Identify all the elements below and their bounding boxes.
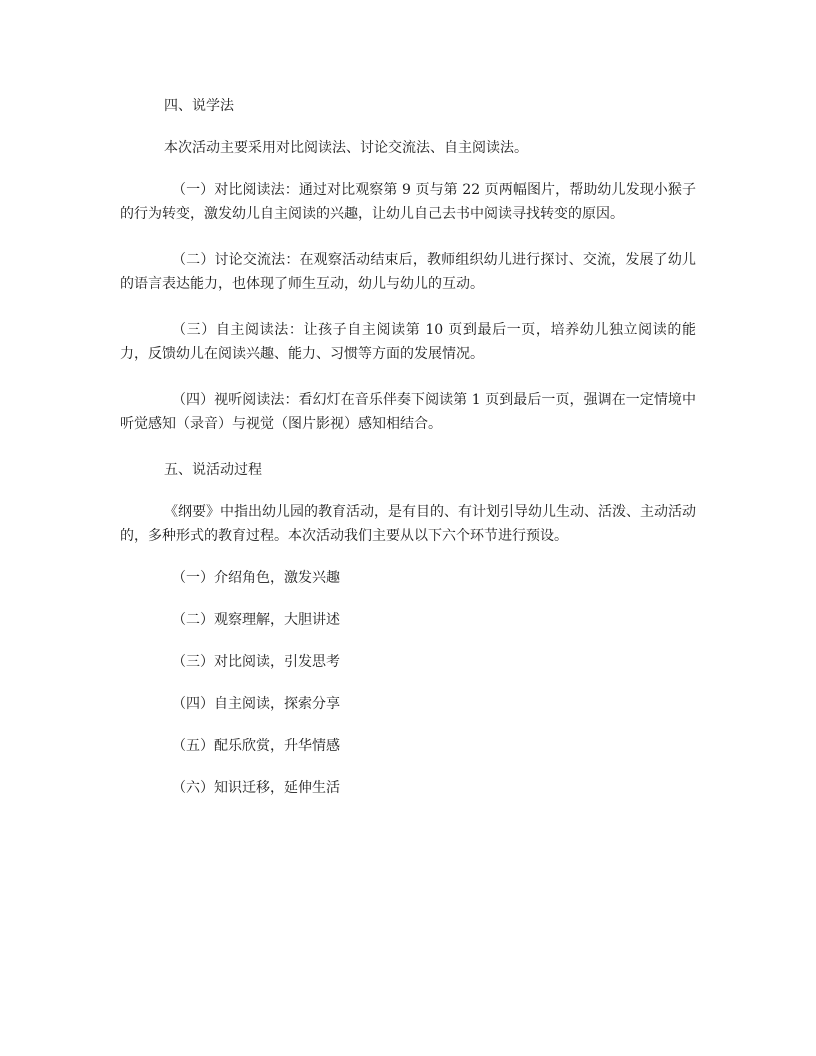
process-step: （六）知识迁移，延伸生活: [172, 780, 340, 796]
method-paragraph: （四）视听阅读法：看幻灯在音乐伴奏下阅读第 1 页到最后一页，强调在一定情境中听觉感知（录音）与视觉（图片影视）感知相结合。: [120, 392, 696, 432]
learning-methods-intro: 本次活动主要采用对比阅读法、讨论交流法、自主阅读法。: [164, 140, 528, 156]
process-step: （一）介绍角色，激发兴趣: [172, 570, 340, 586]
section-heading-learning-methods: 四、说学法: [164, 98, 234, 114]
activity-process-intro: 《纲要》中指出幼儿园的教育活动，是有目的、有计划引导幼儿生动、活泼、主动活动的，多种形式的教育过程。本次活动我们主要从以下六个环节进行预设。: [120, 504, 696, 544]
process-step: （五）配乐欣赏，升华情感: [172, 738, 340, 754]
document-page: [120, 94, 696, 818]
method-paragraph: （三）自主阅读法：让孩子自主阅读第 10 页到最后一页，培养幼儿独立阅读的能力，反馈幼儿在阅读兴趣、能力、习惯等方面的发展情况。: [120, 322, 696, 362]
method-paragraph: （一）对比阅读法：通过对比观察第 9 页与第 22 页两幅图片，帮助幼儿发现小猴子的行为转变，激发幼儿自主阅读的兴趣，让幼儿自己去书中阅读寻找转变的原因。: [120, 182, 696, 222]
process-step: （四）自主阅读，探索分享: [172, 696, 340, 712]
process-step: （二）观察理解，大胆讲述: [172, 612, 340, 628]
method-paragraph: （二）讨论交流法：在观察活动结束后，教师组织幼儿进行探讨、交流，发展了幼儿的语言表达能力，也体现了师生互动，幼儿与幼儿的互动。: [120, 252, 696, 292]
process-step: （三）对比阅读，引发思考: [172, 654, 340, 670]
section-heading-activity-process: 五、说活动过程: [164, 462, 262, 478]
